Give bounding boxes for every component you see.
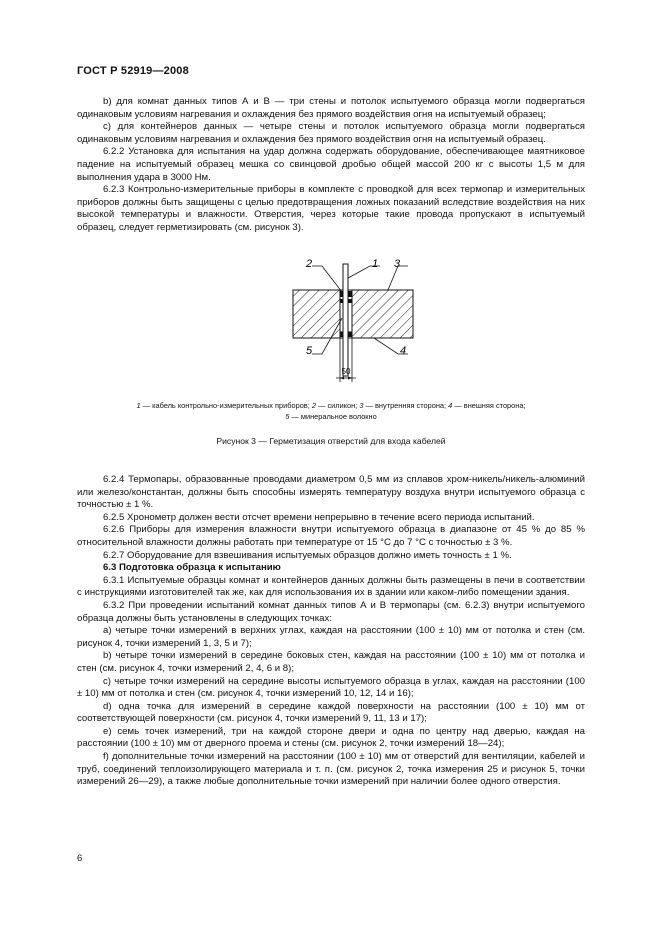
dimension-label: 50 xyxy=(341,367,351,376)
page-number: 6 xyxy=(77,853,83,864)
figure-3-drawing xyxy=(260,250,430,390)
legend-number-5: 5 xyxy=(285,412,290,421)
paragraph-6-2-6: 6.2.6 Приборы для измерения влажности внутри испытуемого образца в диапазоне от 45 % до 85 % относительной влажности должны работать при температуре от 15 °С до 7 °С с точностью ± 3 %. xyxy=(77,524,585,548)
list-item-c: c) четыре точки измерений на середине высоты испытуемого образца в углах, каждая на расстоянии (100 ± 10) мм от потолка и стен (см. рисунок 4, точки измерений 10, 12, 14 и 16); xyxy=(77,675,585,700)
legend-text-3: — внутренняя сторона; xyxy=(363,401,449,410)
legend-number-1: 1 xyxy=(136,401,141,410)
list-item-b: b) четыре точки измерений в середине боковых стен, каждая на расстоянии (100 ± 10) мм от потолка и стен (см. рисунок 4, точки измерений 2, 4, 6 и 8); xyxy=(77,650,585,674)
legend-text-4: — внешняя сторона; xyxy=(452,401,526,410)
list-item-f: f) дополнительные точки измерений на расстоянии (100 ± 10) мм от отверстий для вентиляции, кабелей и труб, соединений теплоизолирующего материала и т. п. (см. рисунок 2, точка измерения 25 и рисунок 5, точки измерений 26—29), а также любые дополнительные точки измерений при наличии более одного отверстия. xyxy=(77,751,585,788)
figure-caption: Рисунок 3 — Герметизация отверстий для входа кабелей xyxy=(216,436,446,446)
paragraph-item-c: c) для контейнеров данных — четыре стены и потолок испытуемого образца могли подвергаться одинаковым условиям нагревания и охлаждения без прямого воздействия огня на испытуемый образец. xyxy=(77,121,585,145)
document-header: ГОСТ Р 52919—2008 xyxy=(77,65,189,77)
paragraph-item-b: b) для комнат данных типов А и В — три стены и потолок испытуемого образца могли подвергаться одинаковым условиям нагревания и охлаждения без прямого воздействия огня на испытуемый образец; xyxy=(77,96,585,120)
top-text-block xyxy=(77,96,585,235)
wall-section-left xyxy=(293,290,340,338)
figure-label-4: 4 xyxy=(400,345,407,357)
legend-number-4: 4 xyxy=(448,401,453,410)
paragraph-6-2-4: 6.2.4 Термопары, образованные проводами диаметром 0,5 мм из сплавов хром-никель/никель-алюминий или железо/константан, должны быть способны измерять температуру воздуха внутри испытуемого образца с точностью ± 1 %. xyxy=(77,474,585,511)
legend-text-5: — минеральное волокно xyxy=(289,412,377,421)
wall-section-right xyxy=(352,290,413,338)
bottom-text-block xyxy=(77,474,585,789)
paragraph-6-2-5: 6.2.5 Хронометр должен вести отсчет времени непрерывно в течение всего периода испытаний. xyxy=(103,511,535,523)
legend-number-3: 3 xyxy=(359,401,364,410)
figure-label-1: 1 xyxy=(372,258,379,270)
instrument-cable xyxy=(343,264,348,376)
paragraph-6-3-1: 6.3.1 Испытуемые образцы комнат и контейнеров данных должны быть размещены в печи в соответствии с инструкциями изготовителей так же, как для использования их в здании или каком-либо помещении здания. xyxy=(77,574,585,599)
figure-legend xyxy=(77,400,585,422)
figure-label-2: 2 xyxy=(306,258,313,270)
paragraph-6-2-2: 6.2.2 Установка для испытания на удар должна содержать оборудование, обеспечивающее маятниковое падение на испытуемый образец мешка со свинцовой дробью общей массой 200 кг с высоты 1,5 м для выполнения удара в 3000 Нм. xyxy=(77,146,585,183)
section-heading-6-3: 6.3 Подготовка образца к испытанию xyxy=(103,562,281,574)
list-item-e: е) семь точек измерений, три на каждой стороне двери и одна по центру над дверью, каждая на расстоянии (100 ± 10) мм от дверного проема и стены (см. рисунок 2, точки измерений 18—24); xyxy=(77,725,585,750)
legend-text-1: — кабель контрольно-измерительных приборов; xyxy=(140,401,312,410)
paragraph-6-3-2: 6.3.2 При проведении испытаний комнат данных типов А и В термопары (см. 6.2.3) внутри испытуемого образца должны быть установлены в следующих точках: xyxy=(77,599,585,624)
paragraph-6-2-3: 6.2.3 Контрольно-измерительные приборы в комплекте с проводкой для всех термопар и измерительных приборов должны быть защищены с целью предотвращения ложных показаний вследствие воздействия на них высокой температуры и влажности. Отверстия, через которые такие провода пропускают в испытуемый образец, следует герметизировать (см. рисунок 3). xyxy=(77,184,585,233)
figure-label-3: 3 xyxy=(394,258,401,270)
legend-text-2: — силикон; xyxy=(315,401,360,410)
list-item-d: d) одна точка для измерений в середине каждой поверхности на расстоянии (100 ± 10) мм от соответствующей поверхности (см. рисунок 4, точки измерений 9, 11, 13 и 17); xyxy=(77,700,585,725)
legend-number-2: 2 xyxy=(311,401,316,410)
paragraph-6-2-7: 6.2.7 Оборудование для взвешивания испытуемых образцов должно иметь точность ± 1 %. xyxy=(103,549,512,561)
figure-label-5: 5 xyxy=(306,345,313,357)
list-item-a: а) четыре точки измерений в верхних углах, каждая на расстоянии (100 ± 10) мм от потолка и стен (см. рисунок 4, точки измерений 1, 3, 5 и 7); xyxy=(77,625,585,649)
